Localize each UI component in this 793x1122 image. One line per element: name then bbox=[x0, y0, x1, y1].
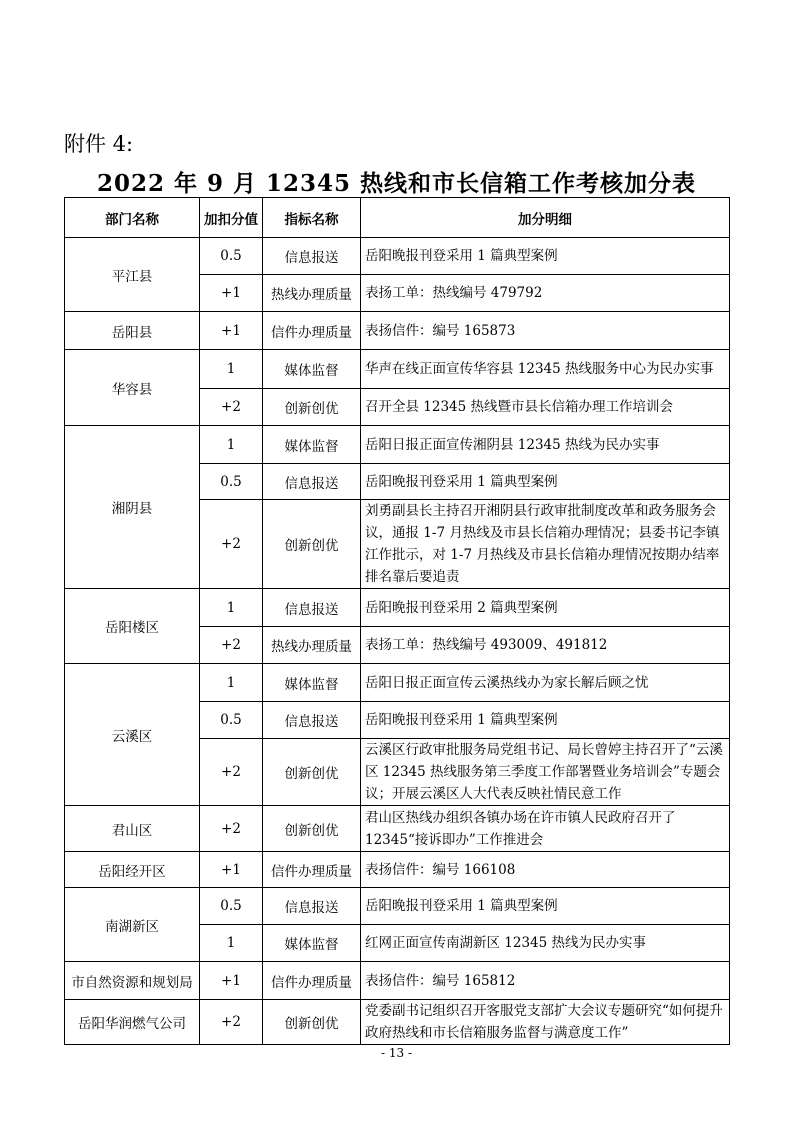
detail-cell: 红网正面宣传南湖新区 12345 热线为民办实事 bbox=[361, 925, 730, 962]
indicator-cell: 信件办理质量 bbox=[263, 962, 361, 1000]
score-cell: 1 bbox=[200, 426, 263, 464]
detail-cell: 表扬工单：热线编号 479792 bbox=[361, 275, 730, 312]
score-cell: 1 bbox=[200, 664, 263, 702]
department-cell: 岳阳县 bbox=[65, 312, 200, 350]
score-cell: +2 bbox=[200, 806, 263, 852]
table-row bbox=[65, 962, 730, 1000]
indicator-cell: 信息报送 bbox=[263, 702, 361, 739]
indicator-cell: 信息报送 bbox=[263, 238, 361, 275]
score-cell: 1 bbox=[200, 350, 263, 389]
department-cell: 岳阳华润燃气公司 bbox=[65, 1000, 200, 1045]
score-cell: +2 bbox=[200, 627, 263, 664]
table-row bbox=[65, 806, 730, 852]
score-cell: 1 bbox=[200, 925, 263, 962]
detail-cell: 岳阳晚报刊登采用 1 篇典型案例 bbox=[361, 888, 730, 925]
column-header-department: 部门名称 bbox=[65, 198, 200, 238]
indicator-cell: 媒体监督 bbox=[263, 664, 361, 702]
table-row bbox=[65, 852, 730, 888]
table-row bbox=[65, 1000, 730, 1045]
attachment-label: 附件 4: bbox=[64, 132, 134, 156]
indicator-cell: 信息报送 bbox=[263, 464, 361, 500]
table-header-row bbox=[65, 198, 730, 238]
department-cell: 市自然资源和规划局 bbox=[65, 962, 200, 1000]
detail-cell: 岳阳日报正面宣传云溪热线办为家长解后顾之忧 bbox=[361, 664, 730, 702]
department-cell: 岳阳经开区 bbox=[65, 852, 200, 888]
indicator-cell: 创新创优 bbox=[263, 806, 361, 852]
indicator-cell: 热线办理质量 bbox=[263, 275, 361, 312]
score-cell: +2 bbox=[200, 739, 263, 806]
indicator-cell: 热线办理质量 bbox=[263, 627, 361, 664]
table-body bbox=[65, 238, 730, 1045]
page-title: 2022 年 9 月 12345 热线和市长信箱工作考核加分表 bbox=[96, 170, 697, 197]
department-cell: 君山区 bbox=[65, 806, 200, 852]
table-row bbox=[65, 589, 730, 627]
table-row bbox=[65, 312, 730, 350]
table-row bbox=[65, 888, 730, 925]
indicator-cell: 创新创优 bbox=[263, 1000, 361, 1045]
score-cell: +2 bbox=[200, 1000, 263, 1045]
score-cell: 1 bbox=[200, 589, 263, 627]
page-number: - 13 - bbox=[380, 1046, 412, 1060]
score-cell: 0.5 bbox=[200, 888, 263, 925]
score-cell: +1 bbox=[200, 312, 263, 350]
department-cell: 湘阴县 bbox=[65, 426, 200, 589]
detail-cell: 刘勇副县长主持召开湘阴县行政审批制度改革和政务服务会议，通报 1-7 月热线及市县长信箱办理情况；县委书记李镇江作批示，对 1-7 月热线及市县长信箱办理情况按期办结率排名靠后要追责 bbox=[361, 500, 730, 589]
department-cell: 岳阳楼区 bbox=[65, 589, 200, 664]
indicator-cell: 信件办理质量 bbox=[263, 852, 361, 888]
department-cell: 平江县 bbox=[65, 238, 200, 312]
column-header-indicator: 指标名称 bbox=[263, 198, 361, 238]
indicator-cell: 创新创优 bbox=[263, 389, 361, 426]
score-cell: +2 bbox=[200, 389, 263, 426]
indicator-cell: 信息报送 bbox=[263, 888, 361, 925]
score-cell: +1 bbox=[200, 962, 263, 1000]
column-header-detail: 加分明细 bbox=[361, 198, 730, 238]
detail-cell: 君山区热线办组织各镇办场在许市镇人民政府召开了 12345“接诉即办”工作推进会 bbox=[361, 806, 730, 852]
detail-cell: 表扬信件：编号 165812 bbox=[361, 962, 730, 1000]
department-cell: 南湖新区 bbox=[65, 888, 200, 962]
score-table bbox=[64, 197, 730, 1045]
score-cell: 0.5 bbox=[200, 702, 263, 739]
detail-cell: 党委副书记组织召开客服党支部扩大会议专题研究“如何提升政府热线和市长信箱服务监督与满意度工作” bbox=[361, 1000, 730, 1045]
detail-cell: 华声在线正面宣传华容县 12345 热线服务中心为民办实事 bbox=[361, 350, 730, 389]
table-row bbox=[65, 350, 730, 389]
detail-cell: 岳阳晚报刊登采用 1 篇典型案例 bbox=[361, 464, 730, 500]
table-row bbox=[65, 426, 730, 464]
score-cell: 0.5 bbox=[200, 238, 263, 275]
detail-cell: 表扬工单：热线编号 493009、491812 bbox=[361, 627, 730, 664]
detail-cell: 岳阳日报正面宣传湘阴县 12345 热线为民办实事 bbox=[361, 426, 730, 464]
table-row bbox=[65, 238, 730, 275]
detail-cell: 召开全县 12345 热线暨市县长信箱办理工作培训会 bbox=[361, 389, 730, 426]
indicator-cell: 媒体监督 bbox=[263, 426, 361, 464]
indicator-cell: 媒体监督 bbox=[263, 925, 361, 962]
indicator-cell: 信息报送 bbox=[263, 589, 361, 627]
detail-cell: 岳阳晚报刊登采用 2 篇典型案例 bbox=[361, 589, 730, 627]
score-cell: +1 bbox=[200, 852, 263, 888]
indicator-cell: 创新创优 bbox=[263, 500, 361, 589]
indicator-cell: 信件办理质量 bbox=[263, 312, 361, 350]
column-header-score: 加扣分值 bbox=[200, 198, 263, 238]
department-cell: 云溪区 bbox=[65, 664, 200, 806]
score-cell: +2 bbox=[200, 500, 263, 589]
detail-cell: 表扬信件：编号 165873 bbox=[361, 312, 730, 350]
detail-cell: 岳阳晚报刊登采用 1 篇典型案例 bbox=[361, 702, 730, 739]
detail-cell: 表扬信件：编号 166108 bbox=[361, 852, 730, 888]
indicator-cell: 媒体监督 bbox=[263, 350, 361, 389]
detail-cell: 岳阳晚报刊登采用 1 篇典型案例 bbox=[361, 238, 730, 275]
score-cell: +1 bbox=[200, 275, 263, 312]
department-cell: 华容县 bbox=[65, 350, 200, 426]
indicator-cell: 创新创优 bbox=[263, 739, 361, 806]
table-row bbox=[65, 664, 730, 702]
detail-cell: 云溪区行政审批服务局党组书记、局长曾婷主持召开了“云溪区 12345 热线服务第三季度工作部署暨业务培训会”专题会议；开展云溪区人大代表反映社情民意工作 bbox=[361, 739, 730, 806]
score-cell: 0.5 bbox=[200, 464, 263, 500]
